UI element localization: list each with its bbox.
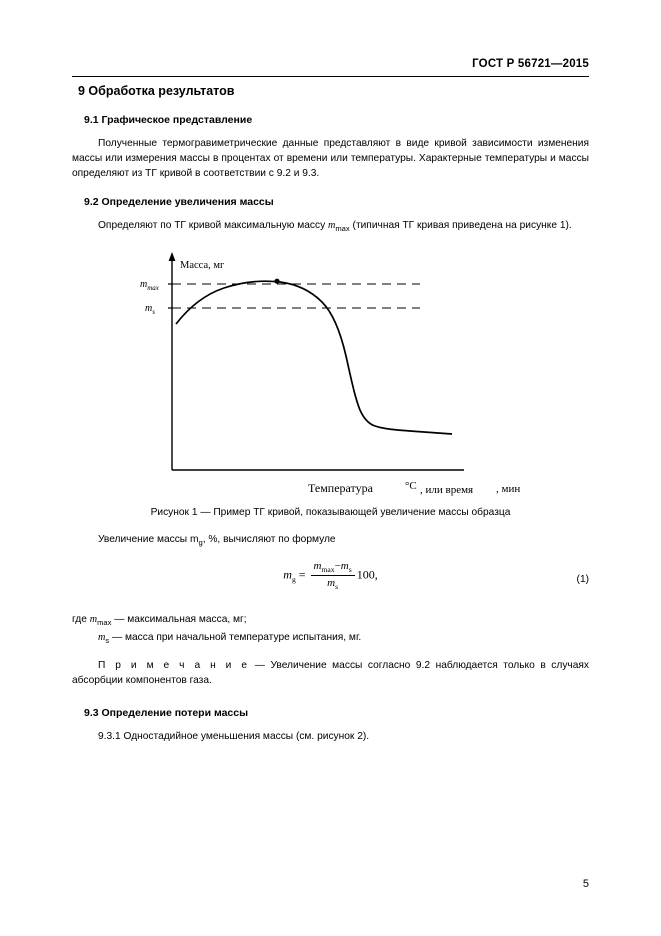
definition-mmax-subscript: max	[97, 618, 112, 628]
tg-curve-path	[176, 281, 452, 434]
formula-num-left-symbol: m	[313, 560, 322, 573]
formula-num-minus: −	[334, 560, 341, 573]
definition-ms-symbol: m	[98, 632, 106, 644]
formula-intro-suffix: , %, вычисляют по формуле	[202, 533, 336, 545]
figure-1-caption: Рисунок 1 — Пример ТГ кривой, показывающей увеличение массы образца	[150, 506, 511, 518]
paragraph-9-2-prefix: Определяют по ТГ кривой максимальную массу	[98, 219, 328, 231]
paragraph-9-2	[72, 218, 589, 236]
page-content	[72, 84, 589, 754]
paragraph-formula-intro	[72, 532, 589, 550]
section-title-9: 9 Обработка результатов	[78, 84, 235, 98]
paragraph-9-1: Полученные термогравиметрические данные представляют в виде кривой зависимости изменения массы или измерения массы в процентах от времени или температуры. Характерные температуры и массы определяют из ТГ кривой в соответствии с 9.2 и 9.3.	[72, 138, 589, 180]
x-axis-label-unit-time: , мин	[496, 482, 521, 495]
definition-ms-subscript: s	[105, 636, 110, 646]
formula-trailing: ,	[374, 567, 378, 582]
y-tick-label-ms: ms	[145, 302, 155, 316]
curve-peak-marker	[274, 278, 279, 283]
figure-1-tg-curve	[72, 246, 589, 501]
formula-lhs-subscript: g	[291, 574, 296, 584]
formula-num-right-subscript: s	[348, 565, 352, 575]
formula-fraction	[311, 560, 355, 591]
definition-where-prefix: где	[72, 614, 90, 626]
paragraph-9-3-1: 9.3.1 Одностадийное уменьшения массы (см. рисунок 2).	[98, 730, 370, 742]
page-number: 5	[582, 878, 589, 890]
definition-ms	[98, 630, 589, 648]
header-divider	[72, 76, 589, 77]
definition-mmax-text: — максимальная масса, мг;	[111, 614, 247, 626]
formula-denominator	[311, 576, 355, 591]
formula-den-subscript: s	[335, 582, 339, 592]
symbol-m-max: m	[328, 219, 336, 231]
formula-1	[72, 560, 589, 604]
definition-ms-text: — масса при начальной температуре испытания, мг.	[109, 632, 362, 644]
note-label: П р и м е ч а н и е	[98, 660, 250, 672]
definition-mmax-symbol: m	[89, 614, 98, 626]
paragraph-9-2-suffix: (типичная ТГ кривая приведена на рисунке 1).	[349, 219, 572, 231]
y-tick-label-mmax: mmax	[140, 278, 159, 292]
section-title-9-3: 9.3 Определение потери массы	[84, 706, 249, 719]
formula-1-number: (1)	[576, 574, 589, 586]
y-axis-label: Масса, мг	[180, 259, 225, 271]
note-block	[72, 658, 589, 688]
section-title-9-1: 9.1 Графическое представление	[84, 114, 253, 126]
formula-den-symbol: m	[327, 577, 336, 590]
formula-multiplier: 100	[356, 567, 375, 582]
definition-mmax	[72, 612, 589, 630]
formula-intro-prefix: Увеличение массы m	[98, 533, 199, 545]
formula-numerator	[311, 560, 355, 576]
x-axis-label-unit: °C	[405, 479, 417, 492]
x-axis-label: Температура	[308, 480, 373, 495]
formula-lhs-symbol: m	[283, 567, 292, 582]
formula-num-left-subscript: max	[321, 565, 335, 575]
formula-intro-subscript: g	[198, 537, 203, 547]
formula-num-right-symbol: m	[340, 560, 349, 573]
symbol-m-max-subscript: max	[335, 223, 350, 233]
formula-1-expression	[72, 560, 589, 591]
page-header-standard-id: ГОСТ Р 56721—2015	[472, 58, 589, 70]
section-title-9-2: 9.2 Определение увеличения массы	[84, 195, 274, 208]
note-text: — Увеличение массы согласно 9.2 наблюдается только в случаях абсорбции компонентов газа.	[72, 660, 590, 687]
formula-equals: =	[298, 567, 306, 582]
x-axis-label-alt: , или время	[420, 483, 474, 496]
tg-curve-chart	[72, 246, 589, 501]
y-axis-arrow	[169, 252, 176, 261]
